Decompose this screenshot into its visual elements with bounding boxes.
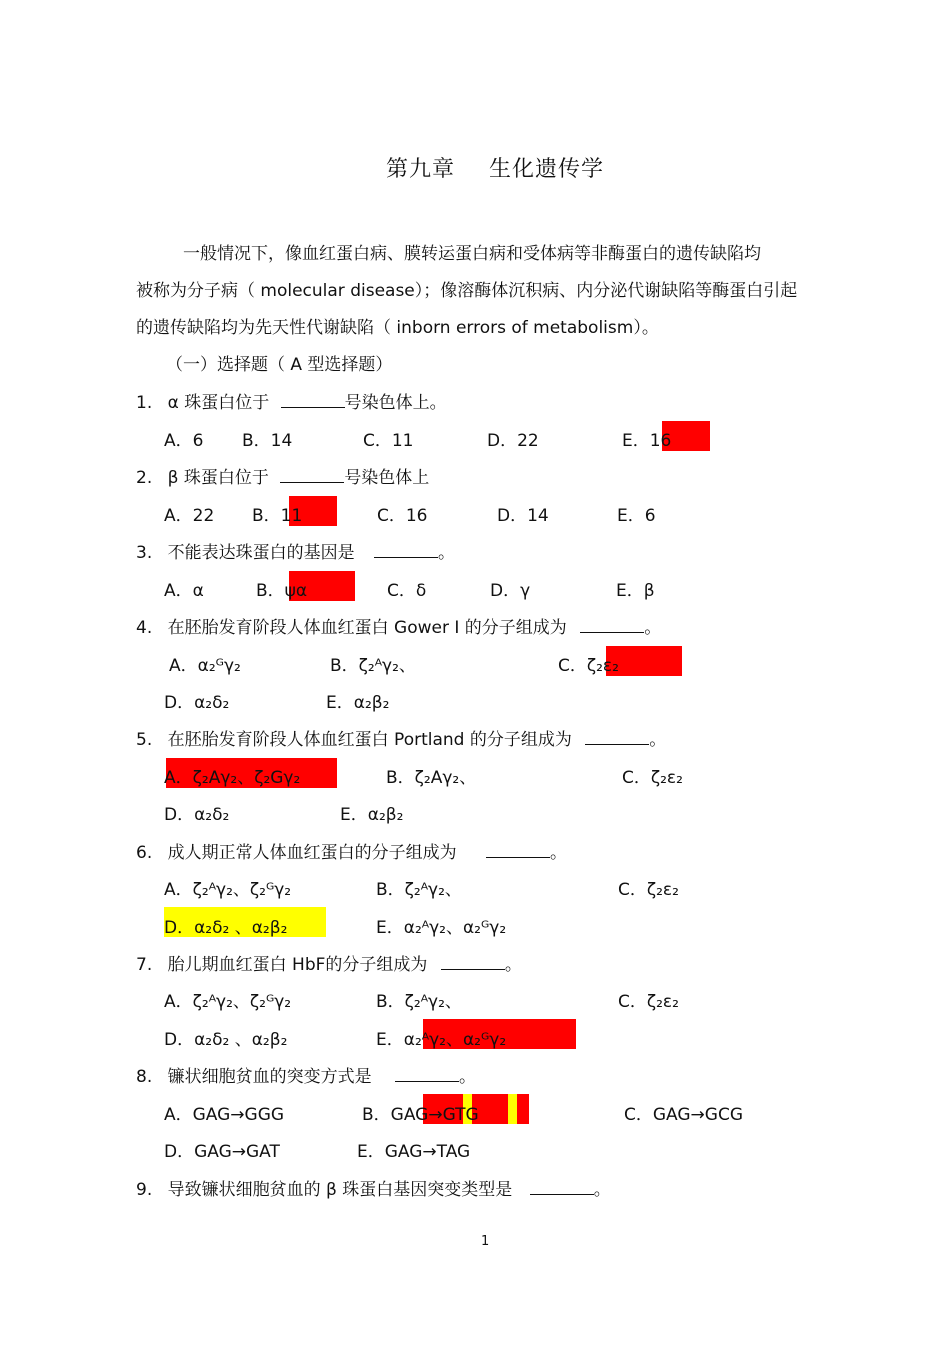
answer-blank <box>580 616 644 633</box>
option-b: B．ψα <box>256 581 308 601</box>
option-d: D．22 <box>487 431 539 451</box>
question-number: 2. <box>136 468 153 488</box>
option-c: C．δ <box>387 581 427 601</box>
option-c: C．16 <box>377 506 428 526</box>
option-c: C．11 <box>363 431 414 451</box>
question-number: 9. <box>136 1180 153 1200</box>
option-a: A．GAG→GGG <box>164 1105 285 1125</box>
question-text-end: 号染色体上 <box>344 468 430 488</box>
option-b: B．GAG→GTG <box>362 1105 479 1125</box>
option-e: E．6 <box>617 506 656 526</box>
answer-blank <box>585 728 649 745</box>
option-c: C．ζ₂ε₂ <box>618 880 679 900</box>
intro-line-3: 的遗传缺陷均为先天性代谢缺陷（ inborn errors of metabolism）。 <box>136 318 659 338</box>
answer-blank <box>441 953 505 970</box>
answer-blank <box>374 541 438 558</box>
option-a: A．6 <box>164 431 204 451</box>
option-d: D．α₂δ₂ 、α₂β₂ <box>164 1030 288 1050</box>
option-e: E．β <box>616 581 655 601</box>
question-text-end: 。 <box>593 1180 611 1200</box>
option-e: E．α₂ᴬγ₂、α₂ᴳγ₂ <box>376 918 507 938</box>
answer-blank <box>486 841 550 858</box>
chapter-title <box>386 158 604 182</box>
option-a: A．α <box>164 581 204 601</box>
answer-blank <box>395 1065 459 1082</box>
question-number: 5. <box>136 730 153 750</box>
answer-blank <box>280 466 344 483</box>
page-number: 1 <box>481 1234 490 1249</box>
question-number: 7. <box>136 955 153 975</box>
option-d: D．γ <box>490 581 531 601</box>
question-text-end: 。 <box>438 543 456 563</box>
option-a: A．α₂ᴳγ₂ <box>169 656 241 676</box>
question-number: 3. <box>136 543 153 563</box>
question-text-end: 。 <box>644 618 662 638</box>
option-a: A．22 <box>164 506 215 526</box>
question-text-end: 。 <box>649 730 667 750</box>
option-d: D．α₂δ₂ <box>164 693 230 713</box>
option-b: B．ζ₂ᴬγ₂、 <box>376 992 462 1012</box>
option-b: B．ζ₂ᴬγ₂、 <box>376 880 462 900</box>
question-text-end: 。 <box>459 1067 477 1087</box>
question-text: 不能表达珠蛋白的基因是 <box>167 543 355 563</box>
question-text: 成人期正常人体血红蛋白的分子组成为 <box>167 843 457 863</box>
question-6 <box>136 841 567 865</box>
option-a: A．ζ₂ᴬγ₂、ζ₂ᴳγ₂ <box>164 992 292 1012</box>
intro-line-1: 一般情况下，像血红蛋白病、膜转运蛋白病和受体病等非酶蛋白的遗传缺陷均 <box>183 244 761 264</box>
option-b: B．ζ₂Aγ₂、 <box>386 768 477 788</box>
option-b: B．ζ₂ᴬγ₂、 <box>330 656 416 676</box>
option-a: A．ζ₂Aγ₂、ζ₂Gγ₂ <box>164 768 301 788</box>
option-d: D．GAG→GAT <box>164 1142 280 1162</box>
option-e: E．16 <box>622 431 672 451</box>
option-c: C．ζ₂ε₂ <box>622 768 683 788</box>
option-a: A．ζ₂ᴬγ₂、ζ₂ᴳγ₂ <box>164 880 292 900</box>
option-e: E．α₂β₂ <box>326 693 390 713</box>
option-d: D．α₂δ₂ 、α₂β₂ <box>164 918 288 938</box>
question-text: β 珠蛋白位于 <box>167 468 269 488</box>
option-c: C．ζ₂ε₂ <box>618 992 679 1012</box>
chapter-number: 第九章 <box>386 157 456 182</box>
question-text: 胎儿期血红蛋白 HbF的分子组成为 <box>167 955 428 975</box>
question-number: 4. <box>136 618 153 638</box>
question-number: 8. <box>136 1067 153 1087</box>
question-text: 在胚胎发育阶段人体血红蛋白 Gower I 的分子组成为 <box>167 618 567 638</box>
option-c: C．ζ₂ε₂ <box>558 656 619 676</box>
answer-blank <box>530 1178 594 1195</box>
question-text: 在胚胎发育阶段人体血红蛋白 Portland 的分子组成为 <box>167 730 572 750</box>
option-e: E．α₂β₂ <box>340 805 404 825</box>
question-text: 镰状细胞贫血的突变方式是 <box>167 1067 372 1087</box>
question-9 <box>136 1178 611 1202</box>
option-c: C．GAG→GCG <box>624 1105 744 1125</box>
option-b: B．11 <box>252 506 303 526</box>
option-d: D．14 <box>497 506 549 526</box>
intro-line-2: 被称为分子病（ molecular disease）；像溶酶体沉积病、内分泌代谢缺陷等酶蛋白引起 <box>136 281 798 301</box>
question-text-end: 。 <box>504 955 522 975</box>
highlight-stripe <box>508 1094 517 1124</box>
question-3 <box>136 541 455 565</box>
question-text-end: 。 <box>550 843 568 863</box>
answer-blank <box>281 391 345 408</box>
question-number: 1. <box>136 393 153 413</box>
question-number: 6. <box>136 843 153 863</box>
question-text: 导致镰状细胞贫血的 β 珠蛋白基因突变类型是 <box>167 1180 513 1200</box>
question-8 <box>136 1065 476 1089</box>
option-b: B．14 <box>242 431 293 451</box>
option-e: E．GAG→TAG <box>357 1142 471 1162</box>
question-text: α 珠蛋白位于 <box>167 393 270 413</box>
option-d: D．α₂δ₂ <box>164 805 230 825</box>
option-e: E．α₂ᴬγ₂、α₂ᴳγ₂ <box>376 1030 507 1050</box>
chapter-name: 生化遗传学 <box>489 157 605 182</box>
question-2 <box>136 466 429 490</box>
question-text-end: 号染色体上。 <box>344 393 447 413</box>
question-5 <box>136 728 666 752</box>
question-7 <box>136 953 522 977</box>
question-4 <box>136 616 661 640</box>
section-heading: （一）选择题（ A 型选择题） <box>166 355 393 375</box>
question-1 <box>136 391 447 415</box>
